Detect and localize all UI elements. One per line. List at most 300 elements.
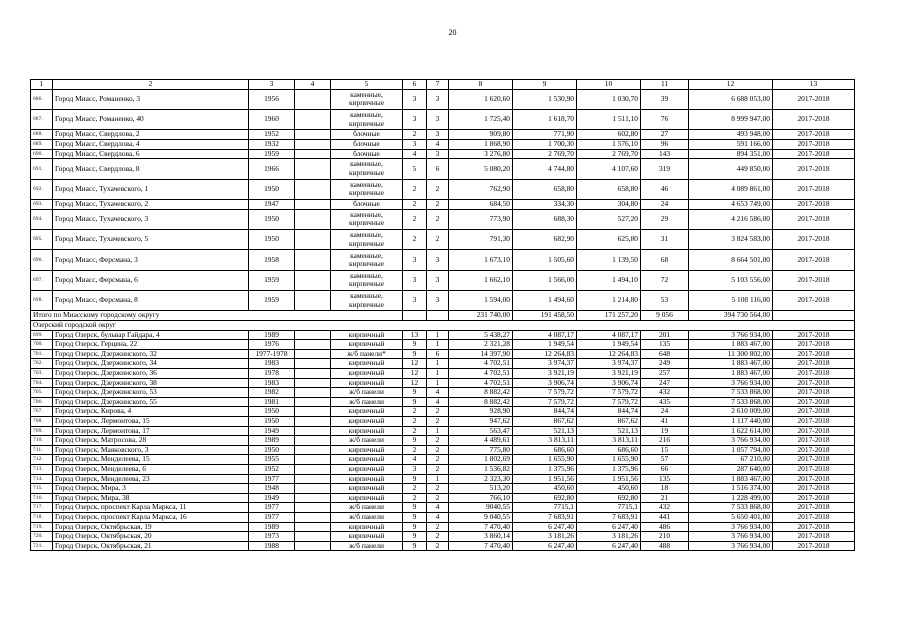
address-cell: Город Миасс, Свердлова, 6 [53, 149, 249, 159]
period-cell: 2017-2018 [773, 445, 855, 455]
section-row [31, 321, 855, 331]
residents-cell: 319 [641, 159, 689, 179]
address-cell: Город Озерск, Дзержинского, 53 [53, 388, 249, 398]
empty-cell [295, 159, 331, 179]
cost-cell: 1 057 794,00 [689, 445, 773, 455]
residents-cell: 135 [641, 340, 689, 350]
cost-cell: 1 883 467,00 [689, 359, 773, 369]
entrances-cell: 3 [427, 89, 449, 109]
year-cell: 1978 [249, 369, 295, 379]
area-residential-cell: 3 906,74 [577, 378, 641, 388]
empty-cell [295, 436, 331, 446]
area-residential-cell: 6 247,40 [577, 522, 641, 532]
area-residential-cell: 1 655,90 [577, 455, 641, 465]
cost-cell: 1 622 614,00 [689, 426, 773, 436]
period-cell: 2017-2018 [773, 209, 855, 229]
entrances-cell: 2 [427, 532, 449, 542]
residents-cell: 31 [641, 229, 689, 249]
entrances-cell: 3 [427, 291, 449, 311]
residents-cell: 57 [641, 455, 689, 465]
year-cell: 1955 [249, 455, 295, 465]
year-cell: 1950 [249, 407, 295, 417]
area-living-cell: 688,30 [513, 209, 577, 229]
cost-cell: 3 766 934,00 [689, 436, 773, 446]
address-cell: Город Озерск, Менделеева, 15 [53, 455, 249, 465]
area-living-cell: 4 087,17 [513, 330, 577, 340]
table-row [31, 474, 855, 484]
row-number: 699. [31, 330, 53, 340]
residents-cell: 29 [641, 209, 689, 229]
area-living-cell: 771,90 [513, 130, 577, 140]
cost-cell: 7 533 868,00 [689, 503, 773, 513]
cost-cell: 8 999 947,00 [689, 109, 773, 129]
floors-cell: 2 [403, 417, 427, 427]
area-living-cell: 658,80 [513, 179, 577, 199]
area-total-cell: 7 470,40 [449, 522, 513, 532]
area-total-cell: 3 276,80 [449, 149, 513, 159]
year-cell: 1977 [249, 503, 295, 513]
empty-cell [295, 397, 331, 407]
empty-cell [295, 340, 331, 350]
year-cell: 1960 [249, 109, 295, 129]
empty-cell [295, 493, 331, 503]
address-cell: Город Озерск, Кирова, 4 [53, 407, 249, 417]
material-cell: ж/б панели [331, 436, 403, 446]
area-total-cell: 1 725,40 [449, 109, 513, 129]
cost-cell: 7 533 868,00 [689, 388, 773, 398]
year-cell: 1989 [249, 330, 295, 340]
empty-cell [295, 250, 331, 270]
address-cell: Город Озерск, проспект Карла Маркса, 11 [53, 503, 249, 513]
row-number: 710. [31, 436, 53, 446]
area-residential-cell: 527,20 [577, 209, 641, 229]
address-cell: Город Озерск, проспект Карла Маркса, 16 [53, 512, 249, 522]
residents-cell: 66 [641, 464, 689, 474]
period-cell: 2017-2018 [773, 89, 855, 109]
area-total-cell: 775,80 [449, 445, 513, 455]
area-total-cell: 928,90 [449, 407, 513, 417]
row-number: 695. [31, 229, 53, 249]
residents-cell: 46 [641, 179, 689, 199]
column-number-6: 6 [403, 80, 427, 90]
empty-cell [295, 270, 331, 290]
floors-cell: 9 [403, 541, 427, 551]
material-cell: каменные, кирпичные [331, 250, 403, 270]
material-cell: ж/б панели [331, 541, 403, 551]
address-cell: Город Озерск, Менделеева, 23 [53, 474, 249, 484]
row-number: 707. [31, 407, 53, 417]
entrances-cell: 1 [427, 378, 449, 388]
column-number-13: 13 [773, 80, 855, 90]
area-living-cell: 4 744,80 [513, 159, 577, 179]
residents-cell: 72 [641, 270, 689, 290]
material-cell: ж/б панели [331, 388, 403, 398]
area-residential-cell: 7 683,91 [577, 512, 641, 522]
material-cell: кирпичный [331, 330, 403, 340]
year-cell: 1950 [249, 445, 295, 455]
address-cell: Город Миасс, Свердлова, 2 [53, 130, 249, 140]
address-cell: Город Миасс, Ферсмана, 3 [53, 250, 249, 270]
cost-cell: 1 883 467,00 [689, 340, 773, 350]
row-number: 705. [31, 388, 53, 398]
entrances-cell: 2 [427, 436, 449, 446]
area-living-cell: 1 566,00 [513, 270, 577, 290]
address-cell: Город Миасс, Тухачевского, 2 [53, 199, 249, 209]
entrances-cell: 2 [427, 407, 449, 417]
area-living-cell: 3 181,26 [513, 532, 577, 542]
entrances-cell: 3 [427, 130, 449, 140]
material-cell: кирпичный [331, 484, 403, 494]
area-residential-cell: 1 576,10 [577, 139, 641, 149]
total-residents: 9 056 [641, 311, 689, 321]
material-cell: каменные, кирпичные [331, 109, 403, 129]
period-cell: 2017-2018 [773, 512, 855, 522]
period-cell: 2017-2018 [773, 349, 855, 359]
cost-cell: 1 516 374,00 [689, 484, 773, 494]
period-cell: 2017-2018 [773, 250, 855, 270]
year-cell: 1950 [249, 229, 295, 249]
material-cell: кирпичный [331, 417, 403, 427]
address-cell: Город Миасс, Ферсмана, 8 [53, 291, 249, 311]
area-living-cell: 3 906,74 [513, 378, 577, 388]
table-row [31, 493, 855, 503]
year-cell: 1973 [249, 532, 295, 542]
area-residential-cell: 844,74 [577, 407, 641, 417]
floors-cell: 9 [403, 503, 427, 513]
area-total-cell: 14 397,90 [449, 349, 513, 359]
area-living-cell: 1 505,60 [513, 250, 577, 270]
year-cell: 1956 [249, 89, 295, 109]
address-cell: Город Озерск, Дзержинского, 55 [53, 397, 249, 407]
row-number: 721. [31, 541, 53, 551]
year-cell: 1948 [249, 484, 295, 494]
cost-cell: 8 664 501,00 [689, 250, 773, 270]
year-cell: 1983 [249, 378, 295, 388]
row-number: 718. [31, 512, 53, 522]
area-total-cell: 1 673,10 [449, 250, 513, 270]
column-number-7: 7 [427, 80, 449, 90]
address-cell: Город Озерск, Октябрьская, 21 [53, 541, 249, 551]
year-cell: 1977 [249, 474, 295, 484]
residents-cell: 24 [641, 407, 689, 417]
row-number: 706. [31, 397, 53, 407]
material-cell: кирпичный [331, 369, 403, 379]
table-row [31, 436, 855, 446]
cost-cell: 4 216 586,00 [689, 209, 773, 229]
material-cell: кирпичный [331, 359, 403, 369]
period-cell: 2017-2018 [773, 270, 855, 290]
address-cell: Город Озерск, Дзержинского, 38 [53, 378, 249, 388]
entrances-cell: 2 [427, 541, 449, 551]
column-number-4: 4 [295, 80, 331, 90]
empty-cell [295, 388, 331, 398]
year-cell: 1959 [249, 149, 295, 159]
cost-cell: 3 824 583,00 [689, 229, 773, 249]
row-number: 697. [31, 270, 53, 290]
material-cell: кирпичный [331, 532, 403, 542]
floors-cell: 2 [403, 445, 427, 455]
residents-cell: 249 [641, 359, 689, 369]
cost-cell: 1 228 499,00 [689, 493, 773, 503]
area-total-cell: 5 438,27 [449, 330, 513, 340]
table-row [31, 445, 855, 455]
row-number: 716. [31, 493, 53, 503]
year-cell: 1959 [249, 291, 295, 311]
area-total-cell: 9040,55 [449, 503, 513, 513]
floors-cell: 9 [403, 340, 427, 350]
residents-cell: 216 [641, 436, 689, 446]
period-cell: 2017-2018 [773, 330, 855, 340]
floors-cell: 9 [403, 522, 427, 532]
floors-cell: 2 [403, 484, 427, 494]
table-row [31, 522, 855, 532]
entrances-cell: 3 [427, 149, 449, 159]
entrances-cell: 1 [427, 369, 449, 379]
address-cell: Город Миасс, Тухачевского, 1 [53, 179, 249, 199]
entrances-cell: 4 [427, 512, 449, 522]
year-cell: 1982 [249, 388, 295, 398]
cost-cell: 5 103 556,00 [689, 270, 773, 290]
floors-cell: 4 [403, 149, 427, 159]
address-cell: Город Озерск, Маяковского, 3 [53, 445, 249, 455]
residents-cell: 96 [641, 139, 689, 149]
table-row [31, 359, 855, 369]
area-total-cell: 909,80 [449, 130, 513, 140]
cost-cell: 7 533 868,00 [689, 397, 773, 407]
area-living-cell: 844,74 [513, 407, 577, 417]
cost-cell: 1 883 467,00 [689, 474, 773, 484]
area-total-cell: 684,50 [449, 199, 513, 209]
period-cell: 2017-2018 [773, 503, 855, 513]
residents-cell: 135 [641, 474, 689, 484]
floors-cell: 9 [403, 349, 427, 359]
material-cell: каменные, кирпичные [331, 209, 403, 229]
cost-cell: 3 766 934,00 [689, 541, 773, 551]
area-living-cell: 682,90 [513, 229, 577, 249]
year-cell: 1983 [249, 359, 295, 369]
period-cell: 2017-2018 [773, 455, 855, 465]
table-row [31, 89, 855, 109]
period-cell: 2017-2018 [773, 464, 855, 474]
empty-cell [295, 407, 331, 417]
total-row [31, 311, 855, 321]
area-residential-cell: 3 921,19 [577, 369, 641, 379]
residents-cell: 441 [641, 512, 689, 522]
table-row [31, 179, 855, 199]
column-number-9: 9 [513, 80, 577, 90]
year-cell: 1976 [249, 340, 295, 350]
total-area-res: 171 257,20 [577, 311, 641, 321]
year-cell: 1989 [249, 436, 295, 446]
period-cell: 2017-2018 [773, 139, 855, 149]
column-number-12: 12 [689, 80, 773, 90]
residents-cell: 68 [641, 250, 689, 270]
area-living-cell: 7 579,72 [513, 388, 577, 398]
area-residential-cell: 7 579,72 [577, 397, 641, 407]
entrances-cell: 3 [427, 250, 449, 270]
period-cell: 2017-2018 [773, 474, 855, 484]
table-row [31, 503, 855, 513]
floors-cell: 9 [403, 436, 427, 446]
area-total-cell: 766,10 [449, 493, 513, 503]
address-cell: Город Миасс, Тухачевского, 3 [53, 209, 249, 229]
year-cell: 1958 [249, 250, 295, 270]
cost-cell: 1 117 440,00 [689, 417, 773, 427]
area-residential-cell: 2 769,70 [577, 149, 641, 159]
empty-cell [295, 209, 331, 229]
year-cell: 1952 [249, 130, 295, 140]
area-living-cell: 6 247,40 [513, 541, 577, 551]
empty-cell [295, 378, 331, 388]
address-cell: Город Миасс, Тухачевского, 5 [53, 229, 249, 249]
year-cell: 1988 [249, 541, 295, 551]
cost-cell: 6 688 053,00 [689, 89, 773, 109]
area-total-cell: 7 470,40 [449, 541, 513, 551]
floors-cell: 2 [403, 130, 427, 140]
empty-cell [773, 311, 855, 321]
residents-cell: 648 [641, 349, 689, 359]
row-number: 701. [31, 349, 53, 359]
table-row [31, 464, 855, 474]
material-cell: кирпичный [331, 493, 403, 503]
material-cell: ж/б панели [331, 397, 403, 407]
entrances-cell: 3 [427, 109, 449, 129]
year-cell: 1947 [249, 199, 295, 209]
table-row [31, 407, 855, 417]
row-number: 717. [31, 503, 53, 513]
cost-cell: 894 351,00 [689, 149, 773, 159]
table-row [31, 484, 855, 494]
material-cell: кирпичный [331, 340, 403, 350]
total-area-total: 231 740,00 [449, 311, 513, 321]
period-cell: 2017-2018 [773, 407, 855, 417]
material-cell: кирпичный [331, 426, 403, 436]
cost-cell: 591 166,00 [689, 139, 773, 149]
residents-cell: 210 [641, 532, 689, 542]
table-row [31, 369, 855, 379]
table-row [31, 159, 855, 179]
residents-cell: 143 [641, 149, 689, 159]
entrances-cell: 1 [427, 426, 449, 436]
area-living-cell: 3 813,11 [513, 436, 577, 446]
row-number: 692. [31, 179, 53, 199]
row-number: 715. [31, 484, 53, 494]
floors-cell: 9 [403, 388, 427, 398]
address-cell: Город Озерск, бульвар Гайдара, 4 [53, 330, 249, 340]
year-cell: 1966 [249, 159, 295, 179]
entrances-cell: 4 [427, 388, 449, 398]
table-row [31, 397, 855, 407]
cost-cell: 3 766 934,00 [689, 532, 773, 542]
empty-cell [295, 179, 331, 199]
residents-cell: 53 [641, 291, 689, 311]
area-living-cell: 1 494,60 [513, 291, 577, 311]
entrances-cell: 2 [427, 484, 449, 494]
cost-cell: 3 766 934,00 [689, 378, 773, 388]
row-number: 689. [31, 139, 53, 149]
row-number: 712. [31, 455, 53, 465]
area-living-cell: 521,13 [513, 426, 577, 436]
cost-cell: 11 300 802,00 [689, 349, 773, 359]
entrances-cell: 1 [427, 330, 449, 340]
area-living-cell: 1 951,56 [513, 474, 577, 484]
area-living-cell: 450,60 [513, 484, 577, 494]
year-cell: 1949 [249, 493, 295, 503]
entrances-cell: 1 [427, 359, 449, 369]
area-living-cell: 12 264,83 [513, 349, 577, 359]
row-number: 690. [31, 149, 53, 159]
area-residential-cell: 1 030,70 [577, 89, 641, 109]
material-cell: ж/б панели* [331, 349, 403, 359]
period-cell: 2017-2018 [773, 532, 855, 542]
area-residential-cell: 658,80 [577, 179, 641, 199]
address-cell: Город Озерск, Дзержинского, 32 [53, 349, 249, 359]
housing-register-table [30, 79, 855, 551]
area-total-cell: 1 802,69 [449, 455, 513, 465]
cost-cell: 67 210,00 [689, 455, 773, 465]
entrances-cell: 2 [427, 199, 449, 209]
floors-cell: 12 [403, 378, 427, 388]
area-residential-cell: 3 181,26 [577, 532, 641, 542]
floors-cell: 5 [403, 159, 427, 179]
residents-cell: 435 [641, 397, 689, 407]
table-row [31, 388, 855, 398]
area-residential-cell: 4 107,60 [577, 159, 641, 179]
area-residential-cell: 1 949,54 [577, 340, 641, 350]
period-cell: 2017-2018 [773, 149, 855, 159]
area-living-cell: 7 579,72 [513, 397, 577, 407]
table-row [31, 130, 855, 140]
floors-cell: 3 [403, 250, 427, 270]
area-total-cell: 1 662,10 [449, 270, 513, 290]
year-cell: 1950 [249, 179, 295, 199]
floors-cell: 3 [403, 89, 427, 109]
area-living-cell: 686,60 [513, 445, 577, 455]
address-cell: Город Озерск, Мира, 3 [53, 484, 249, 494]
cost-cell: 5 650 401,00 [689, 512, 773, 522]
empty-cell [295, 369, 331, 379]
year-cell: 1932 [249, 139, 295, 149]
area-residential-cell: 1 494,10 [577, 270, 641, 290]
material-cell: кирпичный [331, 455, 403, 465]
row-number: 708. [31, 417, 53, 427]
area-residential-cell: 3 813,11 [577, 436, 641, 446]
address-cell: Город Озерск, Октябрьская, 20 [53, 532, 249, 542]
area-total-cell: 4 489,61 [449, 436, 513, 446]
area-total-cell: 9 040,55 [449, 512, 513, 522]
cost-cell: 449 850,00 [689, 159, 773, 179]
area-residential-cell: 1 951,56 [577, 474, 641, 484]
floors-cell: 2 [403, 426, 427, 436]
row-number: 711. [31, 445, 53, 455]
area-residential-cell: 7715,1 [577, 503, 641, 513]
area-living-cell: 692,80 [513, 493, 577, 503]
table-row [31, 250, 855, 270]
material-cell: кирпичный [331, 464, 403, 474]
residents-cell: 432 [641, 388, 689, 398]
area-total-cell: 5 080,20 [449, 159, 513, 179]
cost-cell: 2 610 009,00 [689, 407, 773, 417]
area-total-cell: 1 868,90 [449, 139, 513, 149]
address-cell: Город Озерск, Дзержинского, 34 [53, 359, 249, 369]
area-residential-cell: 1 214,80 [577, 291, 641, 311]
floors-cell: 12 [403, 369, 427, 379]
entrances-cell: 4 [427, 503, 449, 513]
table-row [31, 541, 855, 551]
empty-cell [295, 149, 331, 159]
empty-cell [403, 311, 427, 321]
cost-cell: 1 883 467,00 [689, 369, 773, 379]
